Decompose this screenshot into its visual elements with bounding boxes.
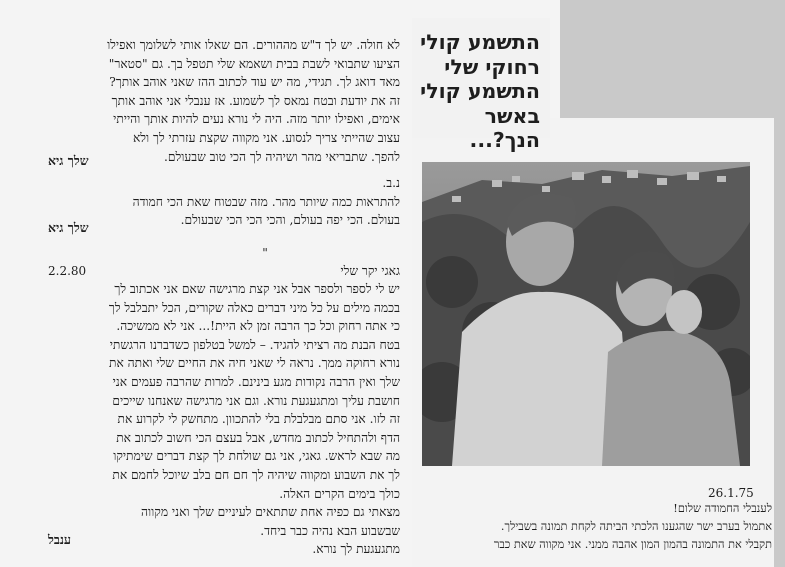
caption-line: תקבלי את התמונה בהמון המון אהבה ממני. אני מקווה שאת כבר [493,538,772,552]
signature: ענבל [48,532,72,547]
letter-line: לך את השבוע ומקווה שיהיה לך חם חם בלב שיוכל לחמם את [112,467,400,482]
letter-line: לא חולה. יש לך ד"ש מההורים. הם שאלו אותי לשלומך ואפילו [107,38,400,52]
postscript-label: נ.ב. [382,176,400,190]
letter-line: שבשבוע הבא נהיה כבר ביחד. [260,523,400,538]
headline-line: רחוקי שלי [444,54,540,79]
letter-line: זה את יודעת ובטח נמאס לך לשמוע. אז ענבלי אני אוהב אותך [111,93,400,108]
photo-date: 26.1.75 [708,486,754,500]
signature: שלך גיא [48,220,89,235]
letter-line: אימים, ואפילו יותר מזה. היה לי נורא נעים להיות אותך והייתי [113,112,400,127]
letter-line: הציעו שתבואי לשבת בבית ושאמא שלי תטפל בך. גם "סטאר" [108,56,400,71]
headline [412,30,540,153]
postscript-line: להתראות כמה שיותר מהר. מזה שבטוח שאת הכי חמודה [132,194,400,209]
letter-line: כי אתה רחוק וכל כך הרבה זמן לא היית!... אני לא ממשיכה. [116,319,400,334]
headline-line: התשמע קולי [420,30,540,54]
signature: שלך גיא [48,153,89,168]
letter-line: מצאתי גם כפיה אחת שתתאים לעיניים שלך ואני מקווה [141,505,400,520]
letter-line: שלך ואין הרבה נקודות מגע בינינם. למרות שהרבה פעמים אני [112,374,400,389]
letter-line: כולך בימים הקרים האלה. [279,486,400,501]
photo-two-people [422,162,750,466]
headline-line: באשר הנך?... [469,103,540,152]
photo-caption [418,500,772,555]
letter-line: מאד דואג לך. תגידי, מה יש עוד לכתוב ההז שאני אוהב אותך? [109,75,400,90]
quote-mark: " [262,246,268,260]
postscript-line: בעולם. הכי יפה בעולם, והכי הכי הכי שבעולם. [180,213,400,228]
letter-line: נורא רחוקה ממך. נראה לי שאני חיה את החיים שלי ואתה את [109,356,400,371]
photo-illustration [422,162,750,466]
caption-line: לענבלי החמודה שלום! [673,502,772,515]
letter-line: חושבת עליך ומתגעגעת נורא. וגם אני מרגישה שאנחנו שייכים [112,393,400,408]
letter-date: 2.2.80 [48,264,87,278]
letter-line: הדף ולהתחיל לכתוב מחדש, אבל בעצם הכי חשוב לכתוב את [116,430,400,445]
caption-line: אתמול בערב ישר שהגענו הלכתי הביתה לקחת תמונה בשבילך. [500,520,772,534]
letter-guy [48,36,400,166]
letter-inbal [48,280,400,559]
letter-line: מתגעגעת לך נורא. [312,542,400,557]
letter-line: זה לזו. אני סתם מבלבלת בלי להתכוון. מתחשק לי לקרוע את [117,412,400,427]
letter-line: יש לי לספר ולספר אבל אני קצת מרגישה שאם אני אכתוב לך [114,282,400,296]
letter-line: בכמה מילים על כל מיני דברים כאלה שקורים, הכל יתבלבל לך [108,300,400,315]
letter-line: בטח הבנת מה רציתי להגיד. – למשל בטלפון כשדברנו הרגשתי [109,337,400,352]
letter-line: עצוב שהייתי צריך לנסוע. אני מקווה שקצת עזרתי לך ולא [132,130,400,145]
headline-line: התשמע קולי [420,79,540,103]
salutation: גאגי יקר שלי [340,264,400,278]
letter-line: מה שבא לראש. גאגי, אני גם שולחת לך קצת דברים שימתיקו [113,449,400,464]
letter-line: להפך. שתבריאי מהר ושיהיה לך הכי טוב שבעולם. [164,149,400,164]
